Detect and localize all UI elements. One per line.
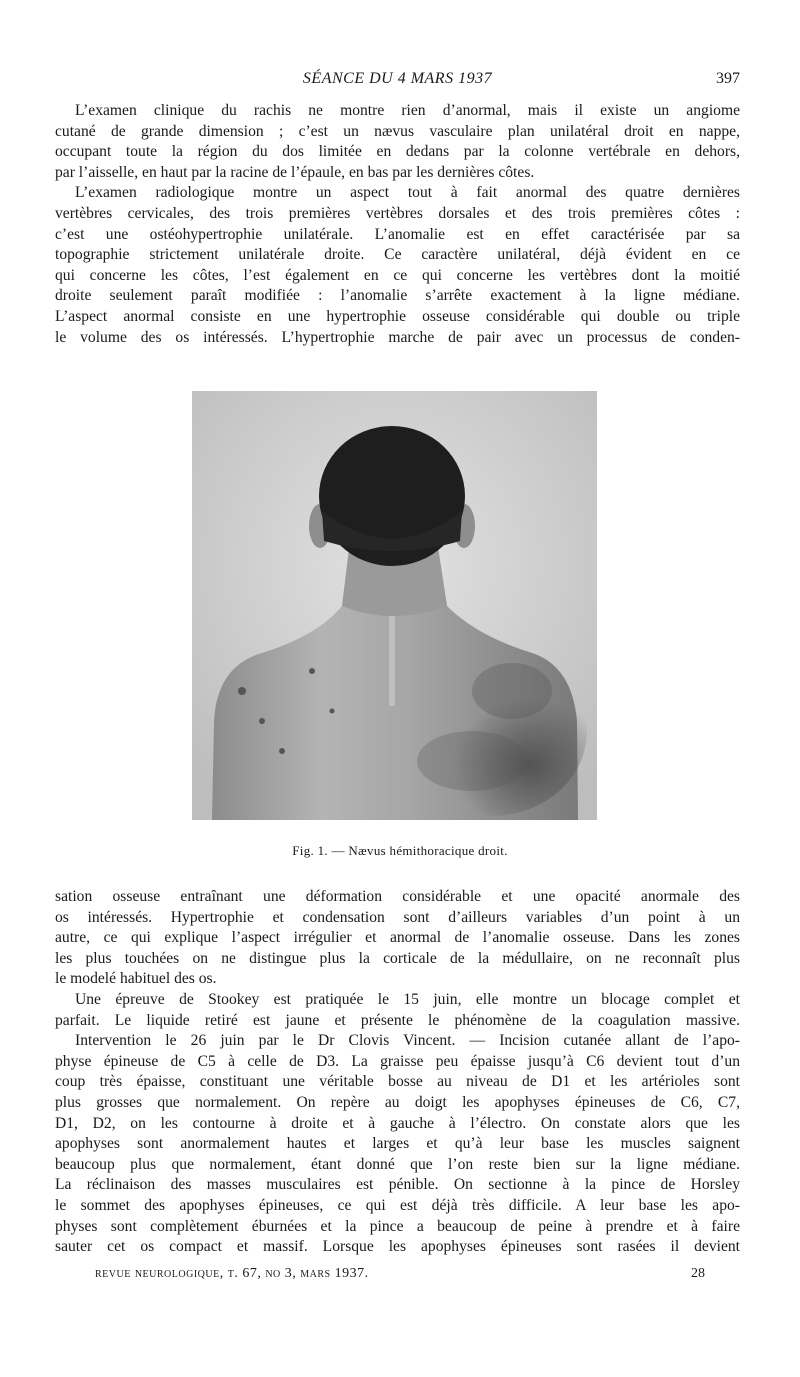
body-text-top (55, 101, 740, 348)
text-line: le sommet des apophyses épineuses, ce qui est déjà très difficile. A leur base les apo- (55, 1196, 740, 1214)
text-line: D1, D2, on les contourne à droite et à gauche à l’électro. On constate alors que les (55, 1114, 740, 1132)
text-line: topographie strictement unilatérale droite. Ce caractère unilatéral, déjà évident en ce (55, 246, 740, 264)
text-line: os intéressés. Hypertrophie et condensation sont d’ailleurs variables d’un point à un (55, 908, 740, 926)
text-line: cutané de grande dimension ; c’est un nævus vasculaire plan unilatéral droit en nappe, (55, 122, 740, 140)
text-line: le volume des os intéressés. L’hypertrophie marche de pair avec un processus de conden- (55, 328, 740, 346)
text-line: coup très épaisse, constituant une véritable bosse au niveau de D1 et les artérioles sont (55, 1073, 740, 1091)
text-line: qui concerne les côtes, l’est également en ce qui concerne les vertèbres dont la moitié (55, 266, 740, 284)
text-line: par l’aisselle, en haut par la racine de l’épaule, en bas par les dernières côtes. (55, 163, 535, 181)
text-line: le modelé habituel des os. (55, 970, 217, 988)
page-header (55, 70, 740, 92)
figure-caption: Fig. 1. — Nævus hémithoracique droit. (292, 843, 508, 858)
page-footer (95, 1266, 705, 1286)
journal-reference: revue neurologique, t. 67, no 3, mars 1937. (95, 1266, 369, 1281)
text-line: physe épineuse de C5 à celle de D3. La graisse peu épaisse jusqu’à C6 devient tout d’un (55, 1052, 740, 1070)
text-line: L’examen radiologique montre un aspect tout à fait anormal des quatre dernières (75, 184, 740, 202)
text-line: physes sont complètement éburnées et la pince a beaucoup de peine à prendre et à faire (55, 1217, 740, 1235)
text-line: sauter cet os compact et massif. Lorsque les apophyses épineuses sont rasées il devient (55, 1238, 740, 1256)
text-line: plus grosses que normalement. On repère au doigt les apophyses épineuses de C6, C7, (55, 1093, 740, 1111)
text-line: droite seulement paraît modifiée : l’anomalie s’arrête exactement à la ligne médiane. (55, 287, 740, 305)
body-text-bottom (55, 887, 740, 1258)
text-line: L’aspect anormal consiste en une hypertrophie osseuse considérable qui double ou triple (55, 307, 740, 325)
text-line: autre, ce qui explique l’aspect irrégulier et anormal de l’anomalie osseuse. Dans les zones (55, 929, 740, 947)
text-line: Intervention le 26 juin par le Dr Clovis Vincent. — Incision cutanée allant de l’apo- (75, 1032, 740, 1050)
text-line: parfait. Le liquide retiré est jaune et présente le phénomène de la coagulation massive. (55, 1011, 740, 1029)
text-line: L’examen clinique du rachis ne montre rien d’anormal, mais il existe un angiome (75, 102, 740, 119)
text-line: occupant toute la région du dos limitée en dedans par la colonne vertébrale en dehors, (55, 143, 740, 161)
text-line: vertèbres cervicales, des trois premières vertèbres dorsales et des trois premières côtes : (55, 204, 740, 222)
figure-photo-back (192, 391, 597, 820)
page-number: 397 (716, 70, 740, 87)
text-line: sation osseuse entraînant une déformation considérable et une opacité anormale des (55, 888, 740, 905)
sheet-number: 28 (691, 1266, 705, 1281)
text-line: beaucoup plus que normalement, étant donné que l’on reste bien sur la ligne médiane. (55, 1155, 740, 1173)
back-photograph (192, 391, 597, 820)
running-head: SÉANCE DU 4 MARS 1937 (302, 70, 493, 87)
text-line: c’est une ostéohypertrophie unilatérale. L’anomalie est en effet caractérisée par sa (55, 225, 740, 243)
text-line: apophyses sont anormalement hautes et larges et qu’à leur base les muscles saignent (55, 1135, 740, 1153)
text-line: Une épreuve de Stookey est pratiquée le 15 juin, elle montre un blocage complet et (75, 990, 740, 1008)
text-line: La réclinaison des masses musculaires est pénible. On sectionne à la pince de Horsley (55, 1176, 740, 1194)
text-line: les plus touchées on ne distingue plus la corticale de la médullaire, on ne reconnaît plus (55, 949, 740, 967)
